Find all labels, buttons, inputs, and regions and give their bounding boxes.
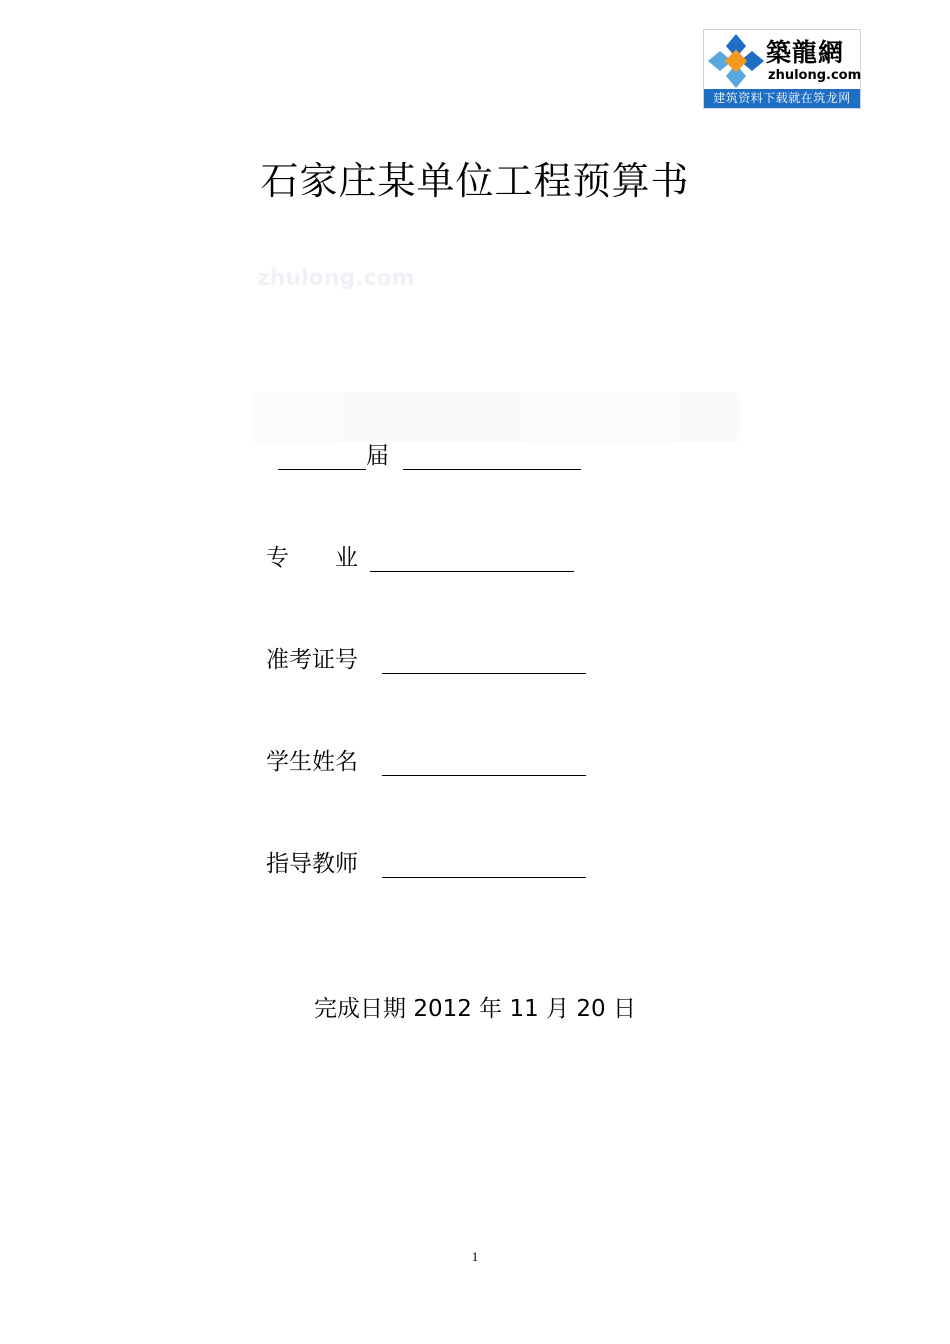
- watermark-text: zhulong.com: [257, 266, 415, 291]
- completion-date: [0, 990, 950, 1023]
- field-label-major: 专 业: [266, 545, 358, 571]
- advisor-blank[interactable]: [382, 855, 586, 878]
- logo-domain: zhulong.com: [768, 68, 862, 83]
- page-number: 1: [471, 1249, 479, 1264]
- zhulong-logo-icon: [706, 32, 766, 90]
- major-blank[interactable]: [370, 549, 574, 572]
- day-unit: 日: [612, 996, 636, 1022]
- class-blank[interactable]: [403, 447, 581, 470]
- field-row-advisor: [266, 848, 586, 878]
- logo-slogan: 建筑资料下载就在筑龙网: [704, 89, 860, 108]
- field-label-student-name: 学生姓名: [266, 749, 358, 775]
- field-row-major: [266, 542, 574, 572]
- student-name-blank[interactable]: [382, 753, 586, 776]
- class-year-blank[interactable]: [278, 447, 366, 470]
- completion-year: 2012: [413, 996, 472, 1022]
- field-row-exam-id: [266, 644, 586, 674]
- logo-name: 築龍網: [766, 38, 845, 67]
- field-label-advisor: 指导教师: [266, 851, 358, 877]
- completion-label: 完成日期: [314, 996, 406, 1022]
- watermark-band: [250, 392, 740, 442]
- document-title: 石家庄某单位工程预算书: [260, 159, 690, 203]
- field-row-class: [278, 440, 581, 470]
- exam-id-blank[interactable]: [382, 651, 586, 674]
- field-label-class: 届: [366, 443, 389, 469]
- completion-month: 11: [509, 996, 539, 1022]
- zhulong-logo: [703, 29, 861, 109]
- completion-day: 20: [576, 996, 606, 1022]
- field-row-student-name: [266, 746, 586, 776]
- field-label-exam-id: 准考证号: [266, 647, 358, 673]
- month-unit: 月: [546, 996, 570, 1022]
- year-unit: 年: [479, 996, 503, 1022]
